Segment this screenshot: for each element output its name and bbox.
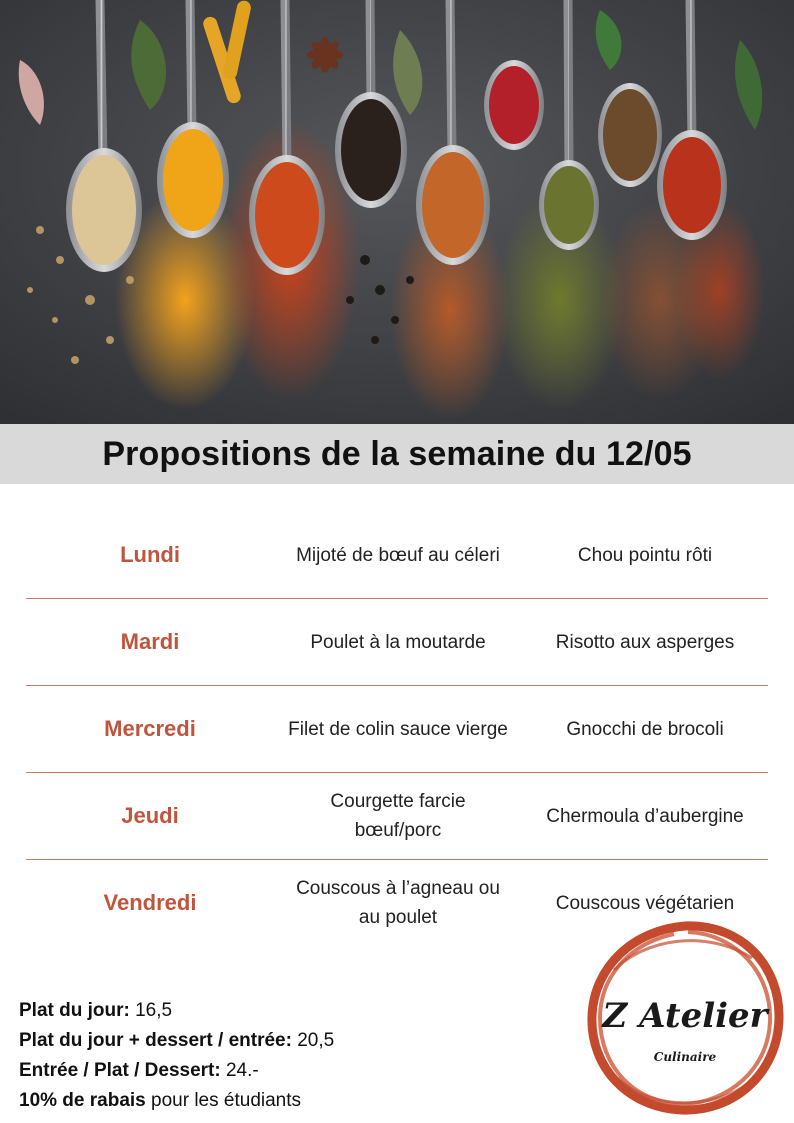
dish-of-the-day: Courgette farcie bœuf/porc [330, 791, 466, 841]
title-band [0, 424, 794, 484]
price-label: Entrée / Plat / Dessert: [19, 1060, 221, 1081]
price-list [19, 996, 334, 1116]
hero-spices-photo [0, 0, 794, 424]
vegetarian-dish: Risotto aux asperges [555, 631, 735, 653]
menu-row-thursday [26, 773, 768, 860]
dish-of-the-day: Mijoté de bœuf au céleri [296, 544, 500, 566]
price-full-menu [19, 1056, 334, 1086]
day-label: Vendredi [103, 890, 197, 915]
dish-of-the-day: Couscous à l’agneau ou au poulet [296, 878, 500, 928]
weekly-menu-table [26, 512, 768, 946]
spoon-cumin [598, 83, 662, 187]
logo-subtitle: Culinaire [653, 1050, 717, 1064]
spoon-white-pepper [66, 148, 142, 272]
spoon-paprika [249, 155, 325, 275]
discount-text: pour les étudiants [151, 1090, 302, 1111]
logo-name: Z Atelier [602, 996, 768, 1036]
price-label: Plat du jour: [19, 1000, 130, 1021]
price-value: 16,5 [135, 1000, 173, 1021]
menu-row-tuesday [26, 599, 768, 686]
dish-of-the-day: Poulet à la moutarde [310, 631, 486, 653]
z-atelier-logo [584, 918, 786, 1118]
spoon-saffron [657, 130, 727, 240]
price-value: 24.- [225, 1060, 259, 1081]
vegetarian-dish: Chou pointu rôti [577, 544, 713, 566]
vegetarian-dish: Chermoula d’aubergine [546, 805, 744, 827]
menu-row-monday [26, 512, 768, 599]
vegetarian-dish: Couscous végétarien [555, 892, 735, 914]
price-combo [19, 1026, 334, 1056]
discount-label: 10% de rabais [19, 1090, 146, 1111]
spoon-pink-pepper [484, 60, 544, 150]
price-plat-du-jour [19, 996, 334, 1026]
spoon-peppercorns [335, 92, 407, 208]
dish-of-the-day: Filet de colin sauce vierge [288, 718, 508, 740]
day-label: Jeudi [121, 803, 179, 828]
spoon-herbs [539, 160, 599, 250]
page-title: Propositions de la semaine du 12/05 [102, 434, 692, 473]
menu-row-wednesday [26, 686, 768, 773]
day-label: Lundi [120, 542, 180, 567]
spoon-turmeric [157, 122, 229, 238]
price-label: Plat du jour + dessert / entrée: [19, 1030, 292, 1051]
vegetarian-dish: Gnocchi de brocoli [566, 718, 724, 740]
price-value: 20,5 [297, 1030, 335, 1051]
day-label: Mercredi [104, 716, 196, 741]
spoon-cinnamon [416, 145, 490, 265]
spices-illustration [0, 0, 794, 424]
student-discount [19, 1086, 334, 1116]
day-label: Mardi [120, 629, 180, 654]
